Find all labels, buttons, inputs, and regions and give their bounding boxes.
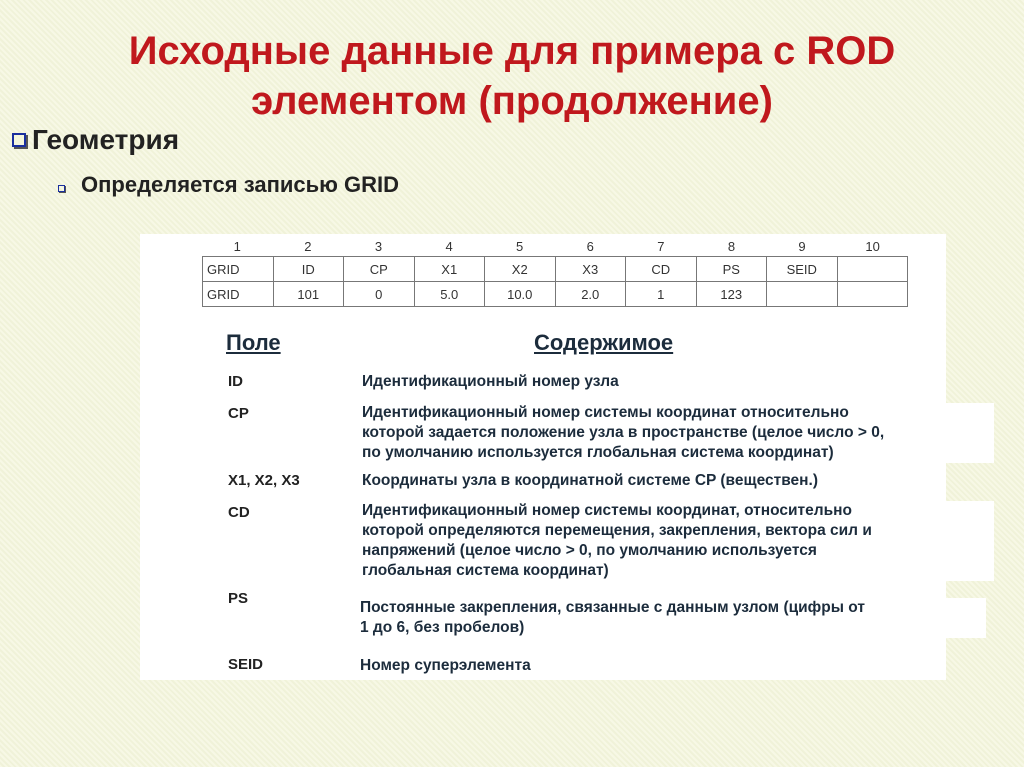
field-desc-ps <box>360 598 986 638</box>
field-column-header: Поле <box>226 330 281 355</box>
desc-line: по умолчанию используется глобальная система координат) <box>362 444 834 461</box>
desc-line: напряжений (целое число > 0, по умолчанию используется <box>362 542 817 559</box>
field-name-seid: SEID <box>228 656 264 673</box>
small-checkbox-bullet-icon <box>58 185 65 192</box>
content-column-header: Содержимое <box>534 330 674 355</box>
bullet-grid-record-label: Определяется записью GRID <box>81 172 400 197</box>
column-number: 6 <box>586 239 594 254</box>
desc-line: глобальная система координат) <box>362 562 609 579</box>
column-number: 1 <box>233 239 241 254</box>
table-cell <box>837 282 908 307</box>
table-cell: CP <box>344 257 415 282</box>
slide-title <box>0 26 1024 126</box>
table-cell: ID <box>273 257 344 282</box>
desc-line: Идентификационный номер системы координат относительно <box>362 404 849 421</box>
field-name-cp: CP <box>228 405 249 422</box>
desc-line: Идентификационный номер узла <box>362 373 619 390</box>
desc-line: 1 до 6, без пробелов) <box>360 619 525 636</box>
column-number: 3 <box>374 239 383 254</box>
desc-line: Идентификационный номер системы координат, относительно <box>362 502 852 519</box>
column-number: 7 <box>657 239 665 254</box>
desc-line: Номер суперэлемента <box>360 657 531 674</box>
table-cell: X3 <box>555 257 626 282</box>
field-desc-id <box>362 372 782 392</box>
field-name-id: ID <box>228 373 243 390</box>
column-numbers <box>202 239 908 255</box>
title-line-1: Исходные данные для примера с ROD <box>128 29 896 73</box>
checkbox-bullet-icon <box>12 133 26 147</box>
table-cell: 1 <box>626 282 697 307</box>
table-cell: SEID <box>767 257 838 282</box>
field-name-ps: PS <box>228 590 249 607</box>
table-row <box>203 257 908 282</box>
table-cell: 2.0 <box>555 282 626 307</box>
desc-line: которой определяются перемещения, закрепления, вектора сил и <box>362 522 872 539</box>
table-cell: 5.0 <box>414 282 485 307</box>
field-desc-coords <box>362 471 922 491</box>
table-cell: 10.0 <box>485 282 556 307</box>
table-cell: X2 <box>485 257 556 282</box>
title-line-2: элементом (продолжение) <box>251 79 773 123</box>
field-name-cd: CD <box>228 504 250 521</box>
column-number: 10 <box>865 239 880 254</box>
table-cell: GRID <box>203 257 274 282</box>
desc-line: Координаты узла в координатной системе CP (веществен.) <box>362 472 818 489</box>
table-row <box>203 282 908 307</box>
grid-description-panel <box>140 234 946 680</box>
field-desc-seid <box>360 656 780 676</box>
table-cell <box>767 282 838 307</box>
table-cell: CD <box>626 257 697 282</box>
table-cell: GRID <box>203 282 274 307</box>
bullet-grid-record <box>58 172 399 198</box>
table-cell: PS <box>696 257 767 282</box>
desc-line: Постоянные закрепления, связанные с данным узлом (цифры от <box>360 599 865 616</box>
table-cell <box>837 257 908 282</box>
column-number: 2 <box>304 239 312 254</box>
grid-card-table <box>202 256 908 307</box>
table-cell: X1 <box>414 257 485 282</box>
column-number: 8 <box>727 239 736 254</box>
column-number: 4 <box>445 239 453 254</box>
column-number: 5 <box>516 239 524 254</box>
table-cell: 0 <box>344 282 415 307</box>
bullet-geometry-label: Геометрия <box>32 124 180 155</box>
column-number: 9 <box>798 239 806 254</box>
field-name-coords: X1, X2, X3 <box>228 472 300 489</box>
bullet-geometry <box>12 124 179 156</box>
table-cell: 123 <box>696 282 767 307</box>
table-cell: 101 <box>273 282 344 307</box>
desc-line: которой задается положение узла в пространстве (целое число > 0, <box>362 424 885 441</box>
field-desc-cd <box>362 501 994 581</box>
field-desc-cp <box>362 403 994 463</box>
